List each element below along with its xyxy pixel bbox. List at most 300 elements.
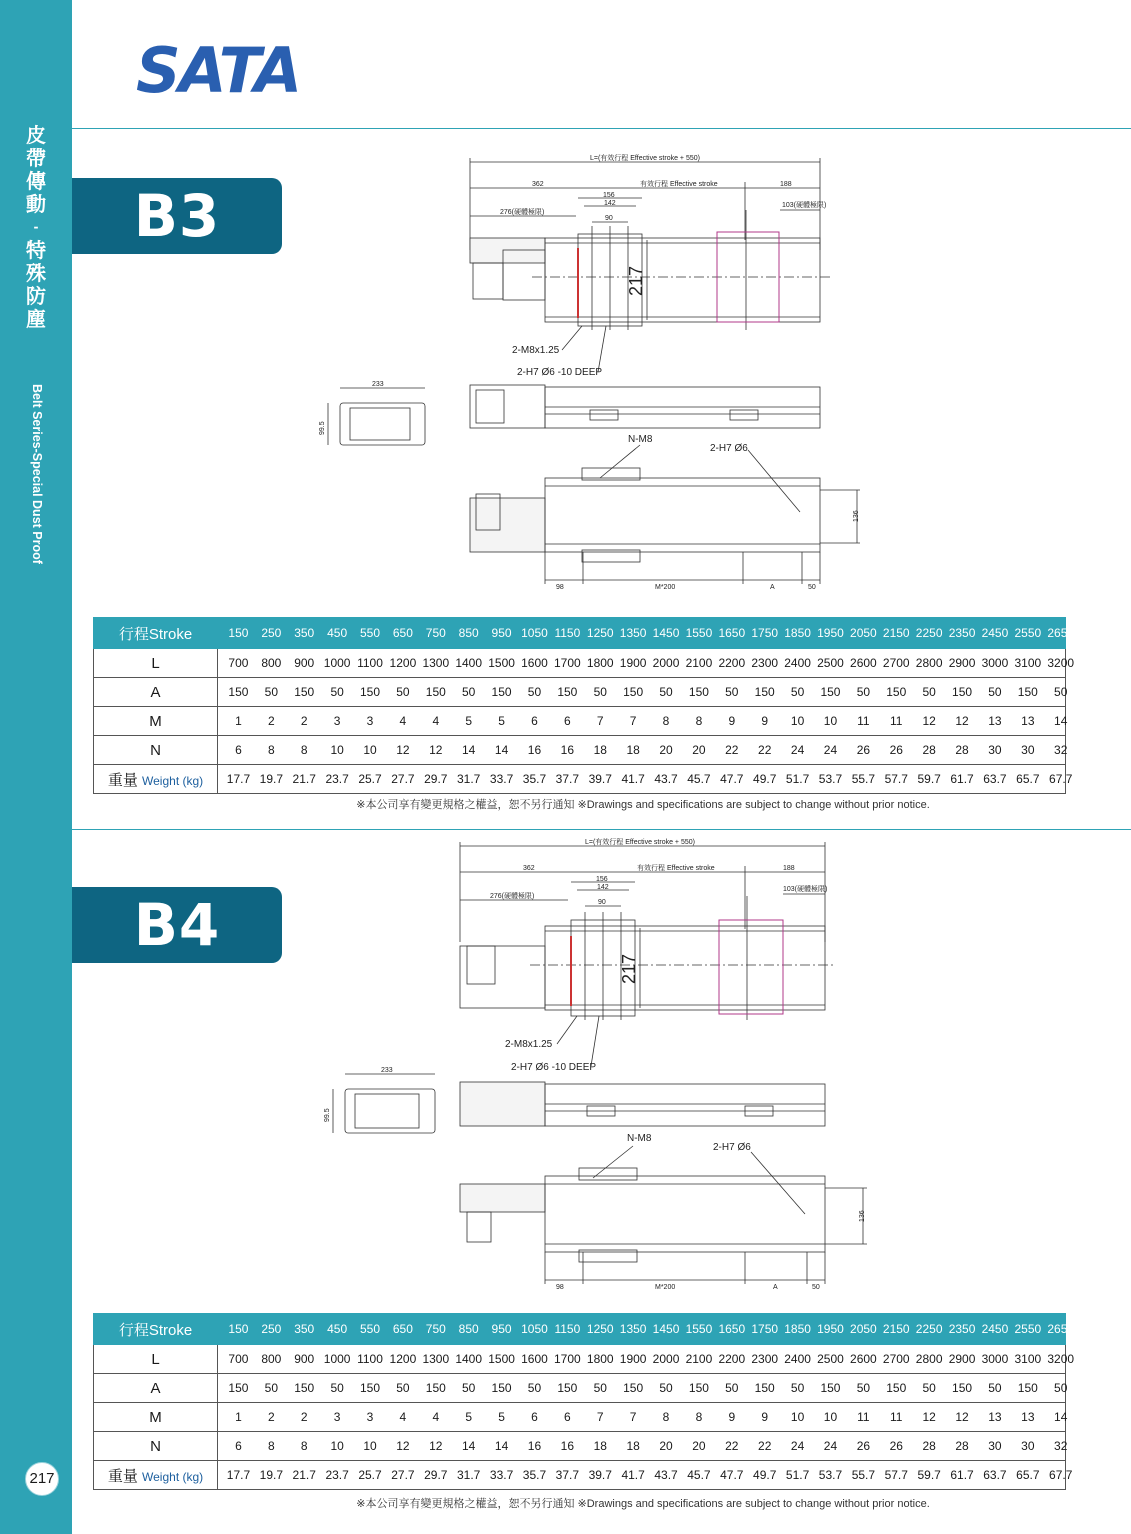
table-cell: 2900 — [948, 656, 976, 670]
table-cell: 35.7 — [522, 772, 547, 786]
svg-text:L=(有效行程 Effective stroke + 550: L=(有效行程 Effective stroke + 550) — [590, 155, 700, 162]
table-cell: 57.7 — [884, 1468, 908, 1482]
table-row-a — [94, 1374, 1066, 1403]
table-cell: 17.7 — [226, 772, 251, 786]
table-cell: 4 — [432, 714, 440, 728]
svg-text:217: 217 — [626, 265, 646, 296]
table-cell: 1550 — [685, 1322, 713, 1336]
table-cell: 2700 — [882, 656, 910, 670]
disclaimer-note-b3: ※本公司享有變更規格之權益，恕不另行通知 ※Drawings and specifications are subject to change without prior notice. — [356, 799, 930, 811]
table-cell: 50 — [659, 685, 673, 699]
svg-text:233: 233 — [381, 1067, 393, 1074]
table-cell: 24 — [823, 1439, 838, 1453]
table-cell: 3000 — [981, 656, 1009, 670]
table-cell: 50 — [790, 1381, 805, 1395]
technical-drawing-b3 — [300, 150, 870, 590]
svg-text:50: 50 — [812, 1284, 820, 1291]
svg-text:N-M8: N-M8 — [627, 1133, 652, 1144]
table-cell: 2450 — [981, 626, 1009, 640]
table-cell: 11 — [890, 714, 903, 728]
row-label: A — [94, 678, 218, 707]
row-label: 重量 Weight (kg) — [94, 1461, 218, 1490]
table-cell: 1250 — [586, 626, 614, 640]
table-cell: 2600 — [850, 656, 877, 670]
svg-text:L=(有效行程 Effective stroke + 550: L=(有效行程 Effective stroke + 550) — [585, 839, 695, 846]
table-cell: 27.7 — [391, 1468, 415, 1482]
table-cell: 150 — [491, 1381, 512, 1395]
row-label: L — [94, 1345, 218, 1374]
table-cell: 3 — [333, 1410, 341, 1424]
table-cell: 50 — [659, 1381, 673, 1395]
table-cell: 150 — [1017, 1381, 1038, 1395]
table-cell: 3 — [333, 714, 341, 728]
row-label: N — [94, 736, 218, 765]
table-row-stroke — [94, 1314, 1066, 1345]
table-cell: 10 — [363, 1439, 377, 1453]
table-cell: 150 — [1017, 685, 1038, 699]
svg-text:276(硬體極限): 276(硬體極限) — [490, 893, 535, 900]
table-cell: 6 — [235, 743, 242, 757]
table-cell: 1500 — [488, 1352, 515, 1366]
table-cell: 5 — [465, 714, 473, 728]
table-cell: 65.7 — [1016, 1468, 1040, 1482]
table-cell: 2 — [267, 1410, 275, 1424]
table-cell: 6 — [564, 1410, 571, 1424]
table-cell: 2900 — [948, 1352, 976, 1366]
table-cell: 43.7 — [654, 1468, 678, 1482]
table-cell: 1100 — [357, 1352, 383, 1366]
table-cell: 14 — [1054, 714, 1068, 728]
table-cell: 11 — [857, 1410, 870, 1424]
row-label: A — [94, 1374, 218, 1403]
table-cell: 59.7 — [917, 1468, 941, 1482]
table-cell: 2000 — [652, 656, 680, 670]
table-cell: 2500 — [817, 1352, 844, 1366]
table-cell: 50 — [330, 1381, 344, 1395]
table-cell: 21.7 — [292, 772, 316, 786]
table-cell: 1950 — [817, 1322, 844, 1336]
table-cell: 150 — [820, 685, 841, 699]
table-cell: 50 — [856, 1381, 871, 1395]
table-cell: 800 — [261, 1352, 282, 1366]
table-row-n — [94, 1432, 1066, 1461]
table-cell: 50 — [462, 1381, 476, 1395]
table-cell: 1350 — [619, 626, 647, 640]
table-cell: 8 — [300, 743, 308, 757]
table-cell: 29.7 — [424, 1468, 448, 1482]
table-cell: 8 — [695, 714, 703, 728]
svg-text:142: 142 — [597, 884, 609, 891]
table-cell: 550 — [359, 1322, 381, 1336]
table-cell: 24 — [790, 743, 805, 757]
table-cell: 700 — [228, 1352, 249, 1366]
table-cell: 1650 — [718, 1322, 746, 1336]
table-cell: 2800 — [915, 1352, 943, 1366]
table-cell: 19.7 — [259, 1468, 284, 1482]
table-cell: 950 — [491, 1322, 512, 1336]
table-cell: 3000 — [981, 1352, 1009, 1366]
table-cell: 21.7 — [292, 1468, 316, 1482]
svg-text:2-H7 Ø6: 2-H7 Ø6 — [713, 1142, 751, 1153]
table-cell: 6 — [531, 714, 538, 728]
table-cell: 16 — [527, 1439, 542, 1453]
table-cell: 150 — [359, 685, 381, 699]
table-cell: 2 — [300, 714, 308, 728]
table-cell: 50 — [988, 685, 1002, 699]
table-cell: 10 — [330, 743, 344, 757]
table-cell: 61.7 — [950, 772, 974, 786]
table-cell: 150 — [228, 1381, 249, 1395]
table-cell: 2450 — [981, 1322, 1009, 1336]
table-cell: 1850 — [784, 626, 811, 640]
table-cell: 5 — [498, 1410, 505, 1424]
svg-text:362: 362 — [523, 865, 535, 872]
table-cell: 32 — [1054, 1439, 1068, 1453]
table-cell: 28 — [955, 1439, 969, 1453]
table-cell: 10 — [363, 743, 377, 757]
table-cell: 150 — [688, 685, 709, 699]
svg-text:188: 188 — [780, 181, 792, 188]
table-cell: 20 — [659, 743, 673, 757]
table-cell: 2350 — [948, 1322, 976, 1336]
table-cell: 350 — [294, 1322, 315, 1336]
svg-text:98: 98 — [556, 584, 564, 590]
table-cell: 28 — [922, 743, 936, 757]
table-cell: 37.7 — [555, 772, 580, 786]
table-cell: 10 — [823, 1410, 838, 1424]
table-cell: 1400 — [455, 656, 483, 670]
table-cell: 61.7 — [950, 1468, 974, 1482]
table-cell: 150 — [491, 685, 512, 699]
table-cell: 25.7 — [358, 772, 382, 786]
table-cell: 1300 — [422, 656, 450, 670]
sidebar-title-zh: 皮 帶 傳 動 - 特 殊 防 塵 — [26, 123, 46, 331]
table-cell: 67.7 — [1049, 1468, 1073, 1482]
table-cell: 63.7 — [983, 1468, 1007, 1482]
table-cell: 150 — [228, 685, 249, 699]
row-label: 重量 Weight (kg) — [94, 765, 218, 794]
table-cell: 1350 — [619, 1322, 647, 1336]
table-cell: 1150 — [554, 626, 581, 640]
table-cell: 800 — [261, 656, 282, 670]
table-cell: 2050 — [850, 1322, 877, 1336]
table-cell: 19.7 — [259, 772, 284, 786]
table-cell: 2250 — [915, 1322, 943, 1336]
sidebar-title-en: Belt Series-Special Dust Proof — [30, 384, 44, 564]
table-cell: 12 — [396, 1439, 410, 1453]
svg-text:142: 142 — [604, 200, 616, 207]
table-cell: 50 — [462, 685, 476, 699]
table-cell: 250 — [261, 626, 282, 640]
table-cell: 16 — [527, 743, 542, 757]
svg-text:103(硬體極限): 103(硬體極限) — [783, 886, 828, 893]
table-cell: 2300 — [751, 656, 779, 670]
table-cell: 13 — [1021, 714, 1035, 728]
table-cell: 10 — [330, 1439, 344, 1453]
table-cell: 50 — [593, 685, 607, 699]
table-row-m — [94, 1403, 1066, 1432]
table-cell: 16 — [560, 1439, 575, 1453]
table-cell: 12 — [955, 1410, 969, 1424]
table-cell: 28 — [955, 743, 969, 757]
table-cell: 1900 — [619, 1352, 647, 1366]
svg-text:A: A — [773, 1284, 778, 1291]
svg-text:90: 90 — [598, 899, 606, 906]
table-cell: 30 — [1021, 743, 1035, 757]
table-cell: 150 — [557, 685, 578, 699]
table-cell: 55.7 — [851, 1468, 876, 1482]
table-cell: 7 — [596, 1410, 604, 1424]
table-cell: 550 — [359, 626, 381, 640]
table-row-l — [94, 1345, 1066, 1374]
table-cell: 18 — [626, 743, 640, 757]
table-cell: 150 — [952, 1381, 973, 1395]
table-cell: 1950 — [817, 626, 844, 640]
table-cell: 900 — [294, 656, 315, 670]
table-cell: 150 — [294, 685, 315, 699]
table-cell: 2650 — [1047, 1322, 1075, 1336]
table-cell: 350 — [294, 626, 315, 640]
svg-text:M*200: M*200 — [655, 1284, 676, 1291]
svg-text:188: 188 — [783, 865, 795, 872]
table-cell: 1550 — [685, 626, 713, 640]
table-cell: 2700 — [882, 1352, 910, 1366]
table-cell: 9 — [728, 714, 736, 728]
row-label: M — [94, 1403, 218, 1432]
svg-text:90: 90 — [605, 215, 613, 222]
table-cell: 1900 — [619, 656, 647, 670]
table-cell: 900 — [294, 1352, 315, 1366]
table-cell: 150 — [623, 685, 644, 699]
table-cell: 43.7 — [654, 772, 678, 786]
table-cell: 1450 — [652, 1322, 680, 1336]
table-cell: 4 — [432, 1410, 440, 1424]
table-cell: 8 — [267, 743, 275, 757]
disclaimer-note-b4: ※本公司享有變更規格之權益，恕不另行通知 ※Drawings and specifications are subject to change without prior notice. — [356, 1498, 930, 1510]
table-cell: 10 — [790, 1410, 805, 1424]
table-cell: 3 — [366, 1410, 374, 1424]
table-cell: 4 — [399, 1410, 407, 1424]
table-cell: 650 — [392, 1322, 413, 1336]
table-cell: 150 — [425, 1381, 446, 1395]
sata-logo — [136, 38, 306, 98]
svg-text:233: 233 — [372, 381, 384, 388]
table-cell: 51.7 — [785, 1468, 810, 1482]
table-cell: 50 — [527, 685, 542, 699]
svg-text:2-H7 Ø6 -10 DEEP: 2-H7 Ø6 -10 DEEP — [517, 367, 603, 378]
table-cell: 22 — [758, 743, 772, 757]
table-cell: 53.7 — [818, 772, 843, 786]
table-cell: 3100 — [1014, 1352, 1042, 1366]
table-cell: 50 — [988, 1381, 1002, 1395]
table-cell: 47.7 — [720, 1468, 744, 1482]
svg-text:136: 136 — [859, 1210, 866, 1222]
table-cell: 29.7 — [424, 772, 448, 786]
table-cell: 33.7 — [489, 772, 514, 786]
table-cell: 2150 — [882, 1322, 910, 1336]
table-cell: 7 — [596, 714, 604, 728]
table-cell: 700 — [228, 656, 249, 670]
table-cell: 3100 — [1014, 656, 1042, 670]
table-row-stroke — [94, 618, 1066, 649]
table-cell: 1250 — [586, 1322, 614, 1336]
table-cell: 150 — [754, 685, 775, 699]
table-row-a — [94, 678, 1066, 707]
svg-text:2-M8x1.25: 2-M8x1.25 — [505, 1039, 553, 1050]
table-cell: 1000 — [323, 1352, 351, 1366]
table-cell: 750 — [425, 1322, 446, 1336]
table-cell: 32 — [1054, 743, 1068, 757]
table-cell: 2200 — [718, 656, 746, 670]
table-cell: 45.7 — [687, 1468, 711, 1482]
svg-text:98: 98 — [556, 1284, 564, 1291]
table-cell: 3200 — [1047, 656, 1075, 670]
table-cell: 24 — [823, 743, 838, 757]
table-cell: 2050 — [850, 626, 877, 640]
table-cell: 51.7 — [785, 772, 810, 786]
table-cell: 17.7 — [226, 1468, 251, 1482]
table-cell: 26 — [856, 743, 871, 757]
table-cell: 1500 — [488, 656, 515, 670]
table-cell: 5 — [498, 714, 505, 728]
table-cell: 30 — [988, 743, 1002, 757]
svg-text:103(硬體極限): 103(硬體極限) — [782, 202, 827, 209]
table-cell: 50 — [264, 1381, 279, 1395]
table-cell: 5 — [465, 1410, 473, 1424]
table-row-l — [94, 649, 1066, 678]
table-cell: 50 — [1054, 685, 1068, 699]
table-cell: 2400 — [784, 656, 811, 670]
table-cell: 6 — [531, 1410, 538, 1424]
svg-text:A: A — [770, 584, 775, 590]
table-cell: 2400 — [784, 1352, 811, 1366]
page-number: 217 — [25, 1462, 59, 1496]
table-cell: 150 — [688, 1381, 709, 1395]
table-cell: 2150 — [882, 626, 910, 640]
spec-table-b4 — [93, 1313, 1075, 1490]
table-cell: 2250 — [915, 626, 943, 640]
table-cell: 12 — [396, 743, 410, 757]
table-cell: 850 — [458, 1322, 479, 1336]
svg-text:M*200: M*200 — [655, 584, 676, 590]
table-cell: 1700 — [554, 1352, 581, 1366]
table-cell: 150 — [623, 1381, 644, 1395]
table-cell: 450 — [327, 1322, 348, 1336]
table-cell: 150 — [952, 685, 973, 699]
table-cell: 50 — [527, 1381, 542, 1395]
table-cell: 4 — [399, 714, 407, 728]
table-cell: 50 — [922, 1381, 936, 1395]
row-label: M — [94, 707, 218, 736]
table-cell: 1050 — [521, 626, 548, 640]
table-cell: 53.7 — [818, 1468, 843, 1482]
table-cell: 50 — [1054, 1381, 1068, 1395]
table-cell: 8 — [662, 1410, 670, 1424]
table-cell: 150 — [294, 1381, 315, 1395]
svg-text:156: 156 — [596, 876, 608, 883]
table-cell: 8 — [662, 714, 670, 728]
table-cell: 50 — [790, 685, 805, 699]
table-cell: 67.7 — [1049, 772, 1073, 786]
table-cell: 2 — [267, 714, 275, 728]
table-row-weight — [94, 765, 1066, 794]
table-cell: 2100 — [685, 1352, 713, 1366]
table-cell: 39.7 — [588, 1468, 612, 1482]
table-cell: 7 — [629, 714, 637, 728]
table-cell: 22 — [725, 1439, 739, 1453]
table-cell: 26 — [889, 1439, 903, 1453]
table-cell: 30 — [1021, 1439, 1035, 1453]
table-cell: 11 — [857, 714, 870, 728]
table-cell: 65.7 — [1016, 772, 1040, 786]
table-cell: 26 — [856, 1439, 871, 1453]
table-cell: 12 — [429, 1439, 443, 1453]
table-cell: 1650 — [718, 626, 746, 640]
table-cell: 47.7 — [720, 772, 744, 786]
technical-drawing-b4 — [290, 834, 870, 1294]
table-cell: 2550 — [1014, 626, 1042, 640]
table-cell: 50 — [922, 685, 936, 699]
table-cell: 14 — [1054, 1410, 1068, 1424]
svg-text:2-H7 Ø6 -10 DEEP: 2-H7 Ø6 -10 DEEP — [511, 1062, 597, 1073]
svg-text:136: 136 — [853, 510, 860, 522]
spec-table-b3 — [93, 617, 1075, 794]
table-cell: 650 — [392, 626, 413, 640]
table-cell: 2800 — [915, 656, 943, 670]
table-cell: 63.7 — [983, 772, 1007, 786]
table-cell: 20 — [692, 1439, 706, 1453]
model-tab-b4: B4 — [72, 887, 282, 963]
table-cell: 13 — [988, 714, 1002, 728]
table-cell: 13 — [988, 1410, 1002, 1424]
divider-middle — [72, 829, 1131, 830]
svg-text:99.5: 99.5 — [319, 421, 326, 435]
table-cell: 10 — [790, 714, 805, 728]
table-cell: 150 — [820, 1381, 841, 1395]
row-label: 行程Stroke — [94, 618, 218, 649]
table-cell: 2600 — [850, 1352, 877, 1366]
row-label: L — [94, 649, 218, 678]
table-cell: 13 — [1021, 1410, 1035, 1424]
table-cell: 59.7 — [917, 772, 941, 786]
table-cell: 850 — [458, 626, 479, 640]
svg-text:有效行程 Effective stroke: 有效行程 Effective stroke — [637, 865, 715, 872]
row-label: N — [94, 1432, 218, 1461]
table-cell: 31.7 — [457, 1468, 481, 1482]
table-cell: 150 — [228, 626, 249, 640]
table-row-weight — [94, 1461, 1066, 1490]
table-cell: 14 — [462, 1439, 476, 1453]
table-cell: 16 — [560, 743, 575, 757]
table-cell: 1850 — [784, 1322, 811, 1336]
table-cell: 1100 — [357, 656, 383, 670]
table-cell: 57.7 — [884, 772, 908, 786]
table-cell: 55.7 — [851, 772, 876, 786]
svg-text:276(硬體極限): 276(硬體極限) — [500, 209, 545, 216]
table-cell: 1000 — [323, 656, 351, 670]
svg-text:156: 156 — [603, 192, 615, 199]
table-cell: 39.7 — [588, 772, 612, 786]
table-cell: 14 — [494, 743, 509, 757]
table-cell: 9 — [761, 714, 769, 728]
table-cell: 12 — [922, 1410, 936, 1424]
table-cell: 18 — [593, 1439, 607, 1453]
table-cell: 1 — [235, 1410, 242, 1424]
sidebar — [0, 0, 72, 1534]
table-cell: 10 — [823, 714, 838, 728]
table-cell: 150 — [228, 1322, 249, 1336]
table-cell: 31.7 — [457, 772, 481, 786]
